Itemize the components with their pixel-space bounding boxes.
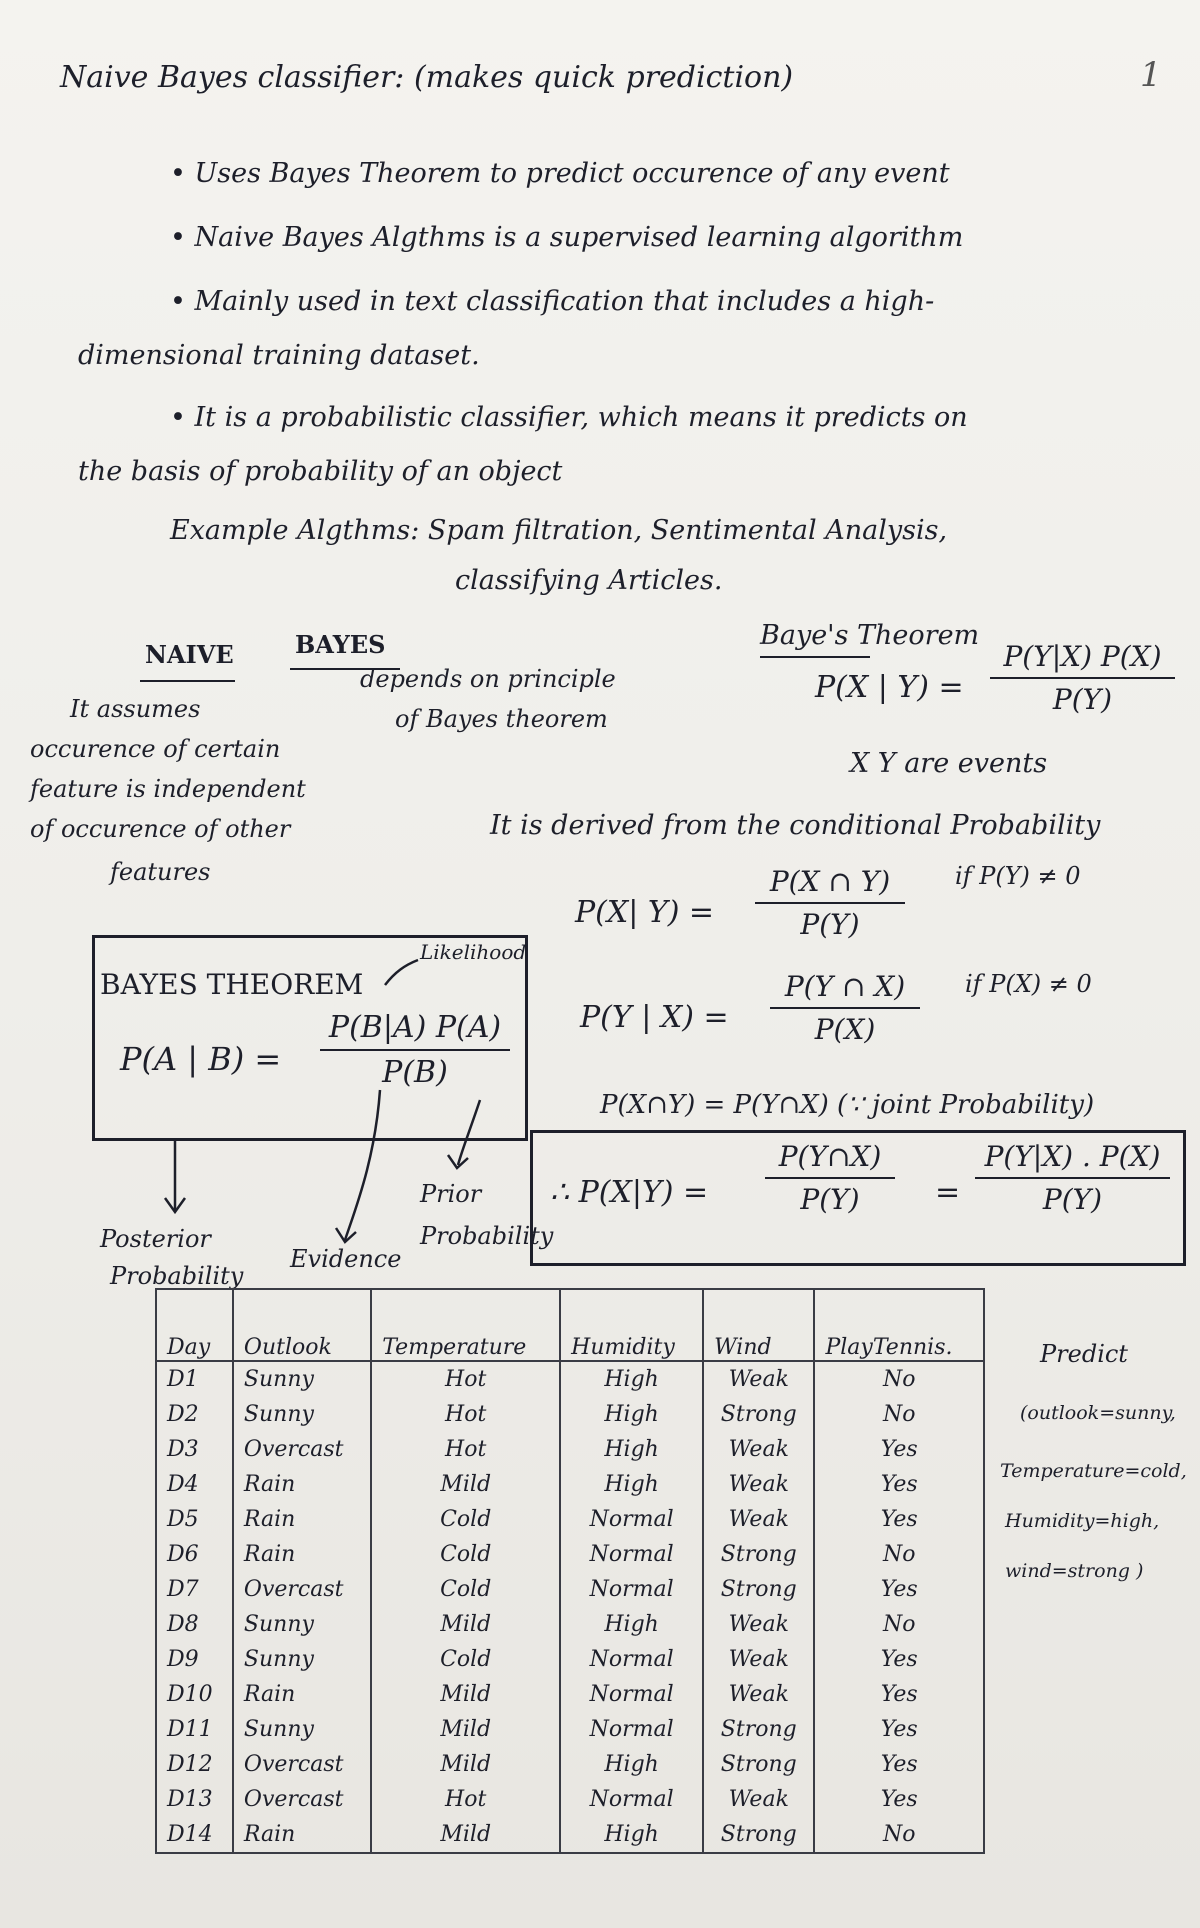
table-body xyxy=(156,1361,984,1853)
table-row xyxy=(156,1572,984,1607)
cell-outlook: Rain xyxy=(233,1677,371,1712)
derived-note: It is derived from the conditional Probability xyxy=(490,810,1101,841)
cell-temperature: Mild xyxy=(371,1712,560,1747)
bayes-label: BAYES xyxy=(295,630,386,659)
bullet-4-text: It is a probabilistic classifier, which means it predicts on xyxy=(194,402,968,433)
cell-outlook: Sunny xyxy=(233,1361,371,1397)
cell-playtennis: No xyxy=(814,1361,984,1397)
table-row xyxy=(156,1642,984,1677)
cell-outlook: Overcast xyxy=(233,1782,371,1817)
bayes-lhs: P(X | Y) = xyxy=(815,670,964,705)
examples-line-1: Example Algthms: Spam filtration, Sentimental Analysis, xyxy=(170,515,948,546)
col-wind: Wind xyxy=(703,1289,814,1361)
cell-outlook: Rain xyxy=(233,1467,371,1502)
likelihood-label: Likelihood xyxy=(420,940,527,964)
table-row xyxy=(156,1432,984,1467)
cell-day: D14 xyxy=(156,1817,233,1853)
col-day: Day xyxy=(156,1289,233,1361)
bullet-4-cont: the basis of probability of an object xyxy=(78,456,563,487)
bullet-1-text: Uses Bayes Theorem to predict occurence of any event xyxy=(194,158,950,189)
table-row xyxy=(156,1361,984,1397)
table-row xyxy=(156,1502,984,1537)
cell-playtennis: Yes xyxy=(814,1642,984,1677)
boxed-numerator: P(B|A) P(A) xyxy=(328,1010,502,1045)
bullet-1: • Uses Bayes Theorem to predict occurence of any event xyxy=(170,158,950,189)
cell-wind: Strong xyxy=(703,1817,814,1853)
cell-playtennis: No xyxy=(814,1817,984,1853)
bullet-4: • It is a probabilistic classifier, which means it predicts on xyxy=(170,402,968,433)
bullet-3-text: Mainly used in text classification that includes a high- xyxy=(194,286,935,317)
cell-outlook: Sunny xyxy=(233,1712,371,1747)
likelihood-arrow xyxy=(385,960,418,985)
cell-temperature: Mild xyxy=(371,1747,560,1782)
cell-day: D5 xyxy=(156,1502,233,1537)
eq1-lhs: P(X| Y) = xyxy=(575,895,715,930)
bayes-note-2: of Bayes theorem xyxy=(395,705,608,733)
naive-note-2: occurence of certain xyxy=(30,735,281,763)
posterior-label: Posterior xyxy=(100,1225,211,1253)
table-header-row xyxy=(156,1289,984,1361)
cell-day: D6 xyxy=(156,1537,233,1572)
table-row xyxy=(156,1607,984,1642)
cell-playtennis: Yes xyxy=(814,1677,984,1712)
cell-outlook: Rain xyxy=(233,1537,371,1572)
bayes-theorem-heading: Baye's Theorem xyxy=(760,620,980,651)
eq2-condition: if P(X) ≠ 0 xyxy=(965,970,1092,998)
cell-wind: Strong xyxy=(703,1397,814,1432)
bayes-denominator: P(Y) xyxy=(1052,683,1113,716)
cell-day: D1 xyxy=(156,1361,233,1397)
predict-line-4: wind=strong ) xyxy=(1005,1560,1144,1582)
cell-humidity: Normal xyxy=(560,1537,703,1572)
table-row xyxy=(156,1537,984,1572)
table-row xyxy=(156,1677,984,1712)
cell-playtennis: No xyxy=(814,1537,984,1572)
cell-wind: Weak xyxy=(703,1432,814,1467)
boxed-lhs: P(A | B) = xyxy=(120,1040,282,1078)
weather-table xyxy=(155,1288,985,1854)
cell-outlook: Overcast xyxy=(233,1572,371,1607)
table-row xyxy=(156,1817,984,1853)
cell-playtennis: Yes xyxy=(814,1572,984,1607)
cell-wind: Weak xyxy=(703,1467,814,1502)
predict-label: Predict xyxy=(1040,1340,1128,1368)
col-outlook: Outlook xyxy=(233,1289,371,1361)
cell-humidity: Normal xyxy=(560,1572,703,1607)
table-row xyxy=(156,1712,984,1747)
evidence-arrow xyxy=(345,1090,380,1240)
bullet-3: • Mainly used in text classification that includes a high- xyxy=(170,286,935,317)
cell-temperature: Mild xyxy=(371,1817,560,1853)
cell-day: D10 xyxy=(156,1677,233,1712)
cell-temperature: Hot xyxy=(371,1397,560,1432)
prior-probability-label: Probability xyxy=(420,1222,554,1250)
cell-humidity: High xyxy=(560,1397,703,1432)
cell-humidity: Normal xyxy=(560,1642,703,1677)
evidence-label: Evidence xyxy=(290,1245,402,1273)
boxed-denominator: P(B) xyxy=(382,1055,448,1090)
final-lhs: ∴ P(X|Y) = xyxy=(550,1175,709,1210)
cell-playtennis: No xyxy=(814,1397,984,1432)
col-temperature: Temperature xyxy=(371,1289,560,1361)
cell-wind: Strong xyxy=(703,1572,814,1607)
cell-temperature: Hot xyxy=(371,1432,560,1467)
cell-day: D12 xyxy=(156,1747,233,1782)
table-row xyxy=(156,1747,984,1782)
cell-humidity: High xyxy=(560,1607,703,1642)
cell-day: D3 xyxy=(156,1432,233,1467)
cell-wind: Weak xyxy=(703,1677,814,1712)
naive-label: NAIVE xyxy=(145,640,234,669)
naive-note-4: of occurence of other xyxy=(30,815,291,843)
eq2-numerator: P(Y ∩ X) xyxy=(784,970,906,1003)
cell-day: D4 xyxy=(156,1467,233,1502)
cell-wind: Weak xyxy=(703,1642,814,1677)
examples-line-2: classifying Articles. xyxy=(455,565,723,596)
final-numerator-2: P(Y|X) . P(X) xyxy=(984,1140,1161,1173)
cell-wind: Weak xyxy=(703,1361,814,1397)
prior-arrow xyxy=(458,1100,480,1165)
cell-temperature: Mild xyxy=(371,1677,560,1712)
cell-temperature: Hot xyxy=(371,1361,560,1397)
cell-humidity: High xyxy=(560,1747,703,1782)
final-denominator-1: P(Y) xyxy=(800,1183,860,1216)
col-humidity: Humidity xyxy=(560,1289,703,1361)
cell-temperature: Hot xyxy=(371,1782,560,1817)
naive-note-1: It assumes xyxy=(70,695,201,723)
col-playtennis: PlayTennis. xyxy=(814,1289,984,1361)
cell-temperature: Mild xyxy=(371,1467,560,1502)
naive-note-5: features xyxy=(110,858,211,886)
table-row xyxy=(156,1467,984,1502)
final-numerator-1: P(Y∩X) xyxy=(778,1140,882,1173)
cell-temperature: Cold xyxy=(371,1502,560,1537)
cell-day: D8 xyxy=(156,1607,233,1642)
eq3-joint: P(X∩Y) = P(Y∩X) (∵ joint Probability) xyxy=(600,1090,1095,1120)
cell-outlook: Sunny xyxy=(233,1642,371,1677)
bullet-2-text: Naive Bayes Algthms is a supervised learning algorithm xyxy=(194,222,964,253)
cell-day: D7 xyxy=(156,1572,233,1607)
bullet-3-cont: dimensional training dataset. xyxy=(78,340,480,371)
predict-line-1: (outlook=sunny, xyxy=(1020,1402,1176,1424)
cell-outlook: Rain xyxy=(233,1502,371,1537)
cell-day: D13 xyxy=(156,1782,233,1817)
cell-day: D9 xyxy=(156,1642,233,1677)
cell-temperature: Cold xyxy=(371,1537,560,1572)
cell-playtennis: Yes xyxy=(814,1747,984,1782)
cell-day: D11 xyxy=(156,1712,233,1747)
cell-temperature: Mild xyxy=(371,1607,560,1642)
page-heading: Naive Bayes classifier: (makes quick prediction) xyxy=(60,60,794,95)
prior-label: Prior xyxy=(420,1180,482,1208)
events-note: X Y are events xyxy=(850,748,1048,779)
eq1-numerator: P(X ∩ Y) xyxy=(769,865,891,898)
predict-line-3: Humidity=high, xyxy=(1005,1510,1160,1532)
naive-note-3: feature is independent xyxy=(30,775,306,803)
final-denominator-2: P(Y) xyxy=(1042,1183,1103,1216)
predict-line-2: Temperature=cold, xyxy=(1000,1460,1187,1482)
cell-wind: Strong xyxy=(703,1537,814,1572)
cell-outlook: Overcast xyxy=(233,1432,371,1467)
cell-wind: Weak xyxy=(703,1502,814,1537)
cell-humidity: Normal xyxy=(560,1502,703,1537)
cell-outlook: Overcast xyxy=(233,1747,371,1782)
table-row xyxy=(156,1397,984,1432)
cell-wind: Weak xyxy=(703,1782,814,1817)
cell-humidity: High xyxy=(560,1432,703,1467)
cell-wind: Strong xyxy=(703,1747,814,1782)
cell-wind: Weak xyxy=(703,1607,814,1642)
bayes-note-1: depends on principle xyxy=(360,665,616,693)
cell-playtennis: No xyxy=(814,1607,984,1642)
bullet-2: • Naive Bayes Algthms is a supervised learning algorithm xyxy=(170,222,964,253)
table-row xyxy=(156,1782,984,1817)
cell-playtennis: Yes xyxy=(814,1782,984,1817)
cell-humidity: High xyxy=(560,1467,703,1502)
cell-outlook: Sunny xyxy=(233,1607,371,1642)
cell-outlook: Sunny xyxy=(233,1397,371,1432)
cell-temperature: Cold xyxy=(371,1642,560,1677)
cell-outlook: Rain xyxy=(233,1817,371,1853)
cell-day: D2 xyxy=(156,1397,233,1432)
cell-wind: Strong xyxy=(703,1712,814,1747)
page-number: 1 xyxy=(1140,55,1162,95)
cell-humidity: Normal xyxy=(560,1712,703,1747)
cell-playtennis: Yes xyxy=(814,1712,984,1747)
eq2-denominator: P(X) xyxy=(814,1013,876,1046)
bayes-numerator: P(Y|X) P(X) xyxy=(1003,640,1162,673)
cell-humidity: High xyxy=(560,1361,703,1397)
cell-humidity: High xyxy=(560,1817,703,1853)
cell-playtennis: Yes xyxy=(814,1432,984,1467)
cell-temperature: Cold xyxy=(371,1572,560,1607)
eq2-lhs: P(Y | X) = xyxy=(580,1000,729,1035)
boxed-theorem-title: BAYES THEOREM xyxy=(100,968,364,1001)
cell-playtennis: Yes xyxy=(814,1502,984,1537)
posterior-probability-label: Probability xyxy=(110,1262,244,1290)
cell-playtennis: Yes xyxy=(814,1467,984,1502)
cell-humidity: Normal xyxy=(560,1677,703,1712)
eq1-condition: if P(Y) ≠ 0 xyxy=(955,862,1081,890)
final-equals: = xyxy=(935,1175,961,1210)
cell-humidity: Normal xyxy=(560,1782,703,1817)
eq1-denominator: P(Y) xyxy=(800,908,860,941)
